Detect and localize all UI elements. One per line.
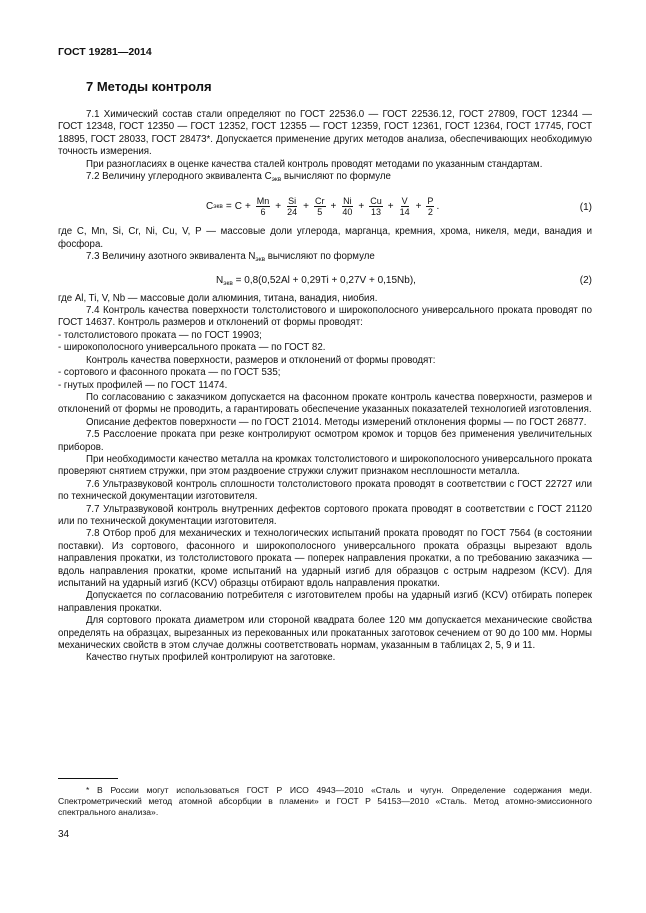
- fraction-numerator: P: [427, 196, 434, 207]
- fraction-denominator: 13: [370, 207, 381, 218]
- formula-1-plus: +: [415, 200, 422, 212]
- fraction-numerator: Si: [288, 196, 297, 207]
- paragraph-7-8b: Допускается по согласованию потребителя с изготовителем пробы на ударный изгиб (KCV) отбирать поперек направления прокатки.: [58, 590, 592, 614]
- fraction-denominator: 14: [399, 207, 410, 218]
- p73-sub: экв: [255, 256, 266, 264]
- p73-post: вычисляют по формуле: [265, 251, 375, 263]
- paragraph-7-2-where: где C, Mn, Si, Cr, Ni, Cu, V, P — массовые доли углерода, марганца, кремния, хрома, никеля, меди, ванадия и фосфора.: [58, 226, 592, 250]
- fraction-denominator: 5: [317, 207, 323, 218]
- formula-1-plus: +: [358, 200, 365, 212]
- list-item: - толстолистового проката — по ГОСТ 19903;: [58, 329, 262, 341]
- list-item: - широкополосного универсального проката — по ГОСТ 82.: [58, 342, 326, 354]
- paragraph-7-3-where: где Al, Ti, V, Nb — массовые доли алюминия, титана, ванадия, ниобия.: [58, 292, 378, 304]
- formula-1: [58, 188, 592, 224]
- fraction-numerator: Cr: [315, 196, 325, 207]
- formula-2-expression: [216, 275, 416, 290]
- paragraph-7-7: 7.7 Ультразвуковой контроль внутренних дефектов сортового проката проводят в соответствии с ГОСТ 21120 или по технической документации изготовителя.: [58, 503, 592, 527]
- fraction-term: [256, 196, 271, 217]
- p73-pre: 7.3 Величину азотного эквивалента N: [86, 251, 256, 263]
- formula-1-expression: [206, 196, 439, 217]
- formula-2-lhs-sub: экв: [223, 279, 233, 287]
- formula-1-plus: +: [387, 200, 394, 212]
- formula-1-plus: +: [330, 200, 337, 212]
- fraction-numerator: Ni: [343, 196, 352, 207]
- fraction-denominator: 2: [427, 207, 433, 218]
- formula-2-number: (2): [579, 274, 592, 286]
- formula-2-lhs: N: [216, 274, 224, 286]
- fraction-denominator: 24: [287, 207, 298, 218]
- formula-1-lhs: C: [206, 200, 214, 212]
- fraction-term: [369, 196, 383, 217]
- paragraph-7-8c: Для сортового проката диаметром или стороной квадрата более 120 мм допускается механические свойства определять на образцах, вырезанных из перекованных или прокатанных заготовок сечением от 90 до 100 мм. Нормы механических свойств в этом случае должны соответствовать нормам, указанным в таблицах 2, 5, 9 и 11.: [58, 615, 592, 652]
- p72-pre: 7.2 Величину углеродного эквивалента C: [86, 171, 272, 183]
- section-title: 7 Методы контроля: [86, 79, 212, 94]
- list-item: - гнутых профилей — по ГОСТ 11474.: [58, 379, 228, 391]
- paragraph-7-4c: По согласованию с заказчиком допускается на фасонном прокате контроль качества поверхности, размеров и отклонений от формы не проводить, а гарантировать обеспечение указанных показателей технологией изготовления.: [58, 391, 592, 416]
- paragraph-7-6: 7.6 Ультразвуковой контроль сплошности толстолистового проката проводят в соответствии с ГОСТ 22727 или по технической документации изготовителя.: [58, 478, 592, 503]
- formula-1-plus: +: [244, 200, 251, 212]
- formula-1-eq: =: [225, 200, 232, 212]
- formula-1-plus: +: [303, 200, 309, 212]
- fraction-term: [426, 196, 434, 217]
- document-body: [58, 109, 592, 665]
- formula-1-lhs-sub: экв: [213, 202, 223, 210]
- paragraph-7-1: 7.1 Химический состав стали определяют по ГОСТ 22536.0 — ГОСТ 22536.12, ГОСТ 27809, ГОСТ 12344 — ГОСТ 12348, ГОСТ 12350 — ГОСТ 12352, ГОСТ 12355 — ГОСТ 12359, ГОСТ 12361, ГОСТ 12364, ГОСТ 17745, ГОСТ 18895, ГОСТ 28033, ГОСТ 28473*. Допускается применение других методов анализа, обеспечивающих необходимую точность измерения.: [58, 109, 592, 158]
- paragraph-7-3: [58, 251, 592, 266]
- p72-post: вычисляют по формуле: [281, 171, 391, 183]
- paragraph-7-5b: При необходимости качество металла на кромках толстолистового и широкополосного универсального проката проверяют снятием стружки, при этом раздвоение стружки служит признаком несплошности металла.: [58, 453, 592, 478]
- paragraph-7-8: 7.8 Отбор проб для механических и технологических испытаний проката проводят по ГОСТ 7564 (в состоянии поставки). Из сортового, фасонного и широкополосного универсального проката образцы вырезают вдоль направления прокатки, из толстолистового проката — поперек направления прокатки, а по требованию заказчика — вдоль направления прокатки, кроме испытаний на ударный изгиб для образцов с острым надрезом (KCV). Для испытаний на ударный изгиб (KCV) образцы отбирают вдоль направления прокатки.: [58, 528, 592, 589]
- fraction-denominator: 40: [342, 207, 353, 218]
- formula-1-plus: +: [275, 200, 282, 212]
- fraction-term: [399, 196, 411, 217]
- paragraph-7-1b: При разногласиях в оценке качества сталей контроль проводят методами по указанным стандартам.: [86, 158, 543, 170]
- formula-1-end: .: [436, 200, 440, 212]
- footnote: * В России могут использоваться ГОСТ Р ИСО 4943—2010 «Сталь и чугун. Определение содержания меди. Спектрометрический метод атомной абсорбции в пламени» и ГОСТ Р 54153—2010 «Сталь. Метод атомно-эмиссионного спектрального анализа».: [58, 785, 592, 817]
- page-number: 34: [58, 829, 70, 840]
- formula-1-c: C: [234, 200, 242, 212]
- fraction-denominator: 6: [260, 207, 266, 218]
- footnote-divider: [58, 778, 118, 779]
- fraction-numerator: Cu: [370, 196, 382, 207]
- paragraph-7-8d: Качество гнутых профилей контролируют на заготовке.: [86, 652, 336, 664]
- paragraph-7-5: 7.5 Расслоение проката при резке контролируют осмотром кромок и торцов без применения увеличительных приборов.: [58, 429, 592, 453]
- formula-1-number: (1): [579, 202, 592, 214]
- p72-sub: экв: [271, 176, 282, 184]
- document-code: ГОСТ 19281—2014: [58, 46, 152, 58]
- paragraph-7-4d: Описание дефектов поверхности — по ГОСТ 21014. Методы измерений отклонения формы — по ГОСТ 26877.: [86, 416, 587, 428]
- list-item: - сортового и фасонного проката — по ГОСТ 535;: [58, 367, 281, 379]
- fraction-numerator: V: [401, 196, 408, 207]
- formula-2-rhs: = 0,8(0,52Al + 0,29Ti + 0,27V + 0,15Nb),: [232, 274, 416, 286]
- fraction-term: [341, 196, 353, 217]
- fraction-term: [314, 196, 326, 217]
- fraction-numerator: Mn: [256, 196, 270, 207]
- paragraph-7-4b: Контроль качества поверхности, размеров и отклонений от формы проводят:: [86, 354, 436, 366]
- paragraph-7-4: 7.4 Контроль качества поверхности толстолистового и широкополосного универсального проката проводят по ГОСТ 14637. Контроль размеров и отклонений от формы проводят:: [58, 305, 592, 329]
- formula-2: [58, 269, 592, 291]
- fraction-term: [286, 196, 298, 217]
- paragraph-7-2: [58, 171, 592, 186]
